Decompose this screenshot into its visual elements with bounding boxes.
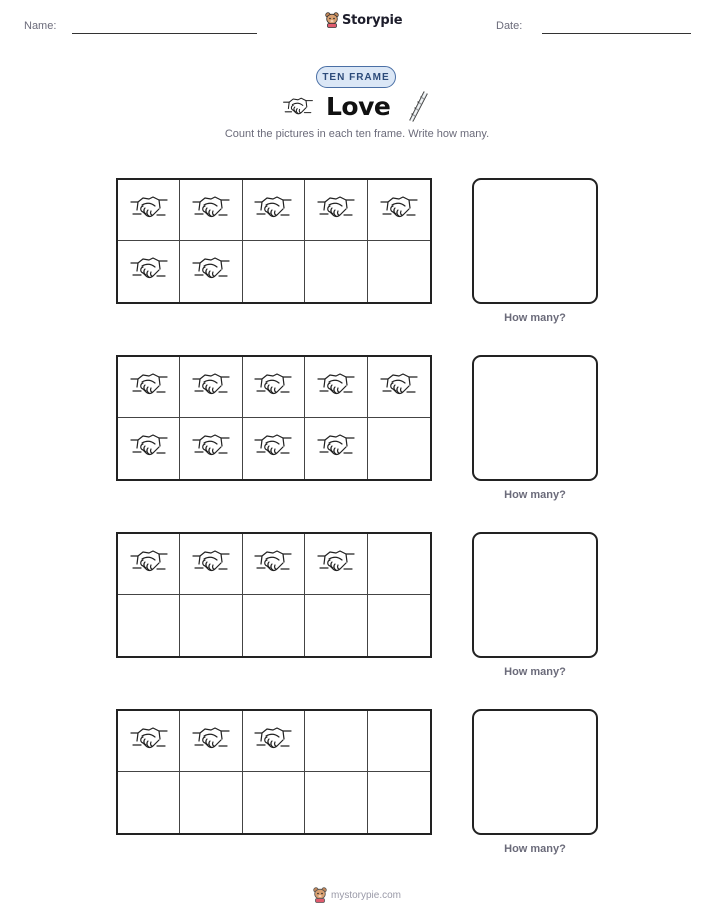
date-line[interactable] [542, 33, 691, 34]
answer-box[interactable] [472, 355, 598, 481]
ten-frame-cell-empty [368, 595, 430, 656]
ten-frame [116, 178, 432, 304]
ten-frame-cell-empty [368, 772, 430, 833]
ten-frame-cell-filled [118, 534, 180, 595]
ten-frame-cell-filled [118, 357, 180, 418]
handshake-icon [129, 724, 169, 759]
brand-name: Storypie [342, 12, 403, 28]
ten-frame-cell-empty [180, 595, 242, 656]
handshake-icon [253, 370, 293, 405]
ten-frame-cell-filled [118, 418, 180, 479]
handshake-icon [191, 431, 231, 466]
ten-frame-cell-filled [118, 711, 180, 772]
ten-frame-cell-empty [305, 595, 367, 656]
ten-frame-cell-empty [368, 711, 430, 772]
handshake-icon [253, 547, 293, 582]
ten-frame-cell-filled [180, 711, 242, 772]
ten-frame [116, 355, 432, 481]
ten-frame-cell-filled [368, 357, 430, 418]
ten-frame-cell-filled [243, 357, 305, 418]
ten-frame-cell-filled [180, 241, 242, 302]
ten-frame-cell-filled [118, 241, 180, 302]
answer-box[interactable] [472, 709, 598, 835]
ten-frame [116, 532, 432, 658]
ten-frame-cell-empty [243, 241, 305, 302]
ten-frame-cell-empty [243, 595, 305, 656]
ten-frame-cell-empty [305, 711, 367, 772]
handshake-icon [191, 547, 231, 582]
answer-box[interactable] [472, 178, 598, 304]
date-label: Date: [496, 20, 523, 32]
handshake-icon [129, 547, 169, 582]
ribbon-icon [404, 90, 430, 122]
how-many-label: How many? [504, 489, 566, 501]
handshake-icon [191, 724, 231, 759]
how-many-label: How many? [504, 666, 566, 678]
ten-frame-cell-filled [243, 534, 305, 595]
handshake-icon [316, 370, 356, 405]
brand-logo [325, 12, 402, 28]
ten-frame-cell-filled [180, 418, 242, 479]
ten-frame-cell-empty [180, 772, 242, 833]
handshake-icon [253, 193, 293, 228]
name-line[interactable] [72, 33, 257, 34]
ten-frame-cell-filled [180, 180, 242, 241]
handshake-icon [282, 95, 314, 119]
handshake-icon [253, 431, 293, 466]
ten-frame-cell-empty [118, 772, 180, 833]
footer-url: mystorypie.com [330, 889, 401, 901]
ten-frame-cell-filled [118, 180, 180, 241]
handshake-icon [129, 254, 169, 289]
handshake-icon [191, 254, 231, 289]
ten-frame-cell-empty [305, 241, 367, 302]
ten-frame-cell-filled [305, 357, 367, 418]
handshake-icon [316, 431, 356, 466]
ten-frame-cell-filled [180, 534, 242, 595]
ten-frame-cell-filled [305, 418, 367, 479]
handshake-icon [316, 193, 356, 228]
handshake-icon [316, 547, 356, 582]
handshake-icon [191, 193, 231, 228]
ten-frame-cell-filled [305, 534, 367, 595]
ten-frame-cell-filled [243, 711, 305, 772]
handshake-icon [129, 193, 169, 228]
handshake-icon [253, 724, 293, 759]
ten-frame-cell-filled [243, 180, 305, 241]
handshake-icon [379, 193, 419, 228]
ten-frame-cell-empty [118, 595, 180, 656]
ten-frame-cell-filled [243, 418, 305, 479]
answer-box[interactable] [472, 532, 598, 658]
ten-frame-badge: TEN FRAME [316, 66, 396, 88]
footer [0, 887, 714, 903]
name-label: Name: [24, 20, 57, 32]
ten-frame [116, 709, 432, 835]
handshake-icon [379, 370, 419, 405]
how-many-label: How many? [504, 843, 566, 855]
handshake-icon [191, 370, 231, 405]
bear-mascot-icon [325, 12, 339, 28]
how-many-label: How many? [504, 312, 566, 324]
instructions: Count the pictures in each ten frame. Write how many. [224, 128, 490, 140]
ten-frame-cell-empty [368, 418, 430, 479]
ten-frame-cell-filled [180, 357, 242, 418]
ten-frame-cell-empty [368, 241, 430, 302]
ten-frame-cell-empty [368, 534, 430, 595]
page-title: Love [326, 92, 391, 121]
bear-mascot-icon [313, 887, 327, 903]
handshake-icon [129, 370, 169, 405]
ten-frame-cell-filled [305, 180, 367, 241]
ten-frame-cell-empty [305, 772, 367, 833]
ten-frame-cell-filled [368, 180, 430, 241]
ten-frame-cell-empty [243, 772, 305, 833]
handshake-icon [129, 431, 169, 466]
